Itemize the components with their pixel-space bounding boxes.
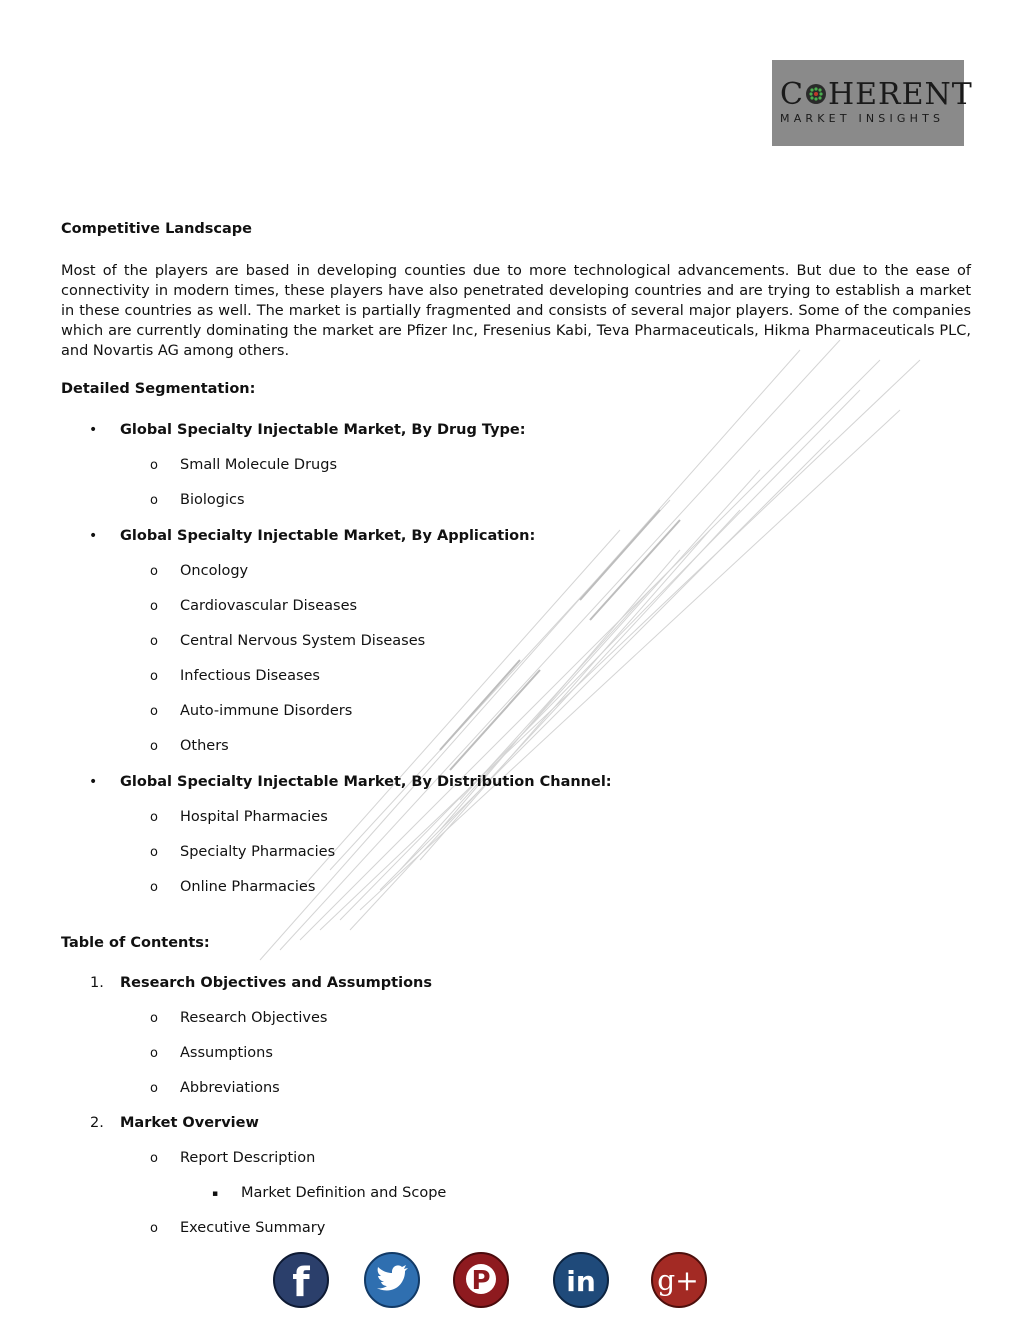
circle-marker: o — [150, 810, 158, 825]
segment-title: Global Specialty Injectable Market, By Application: — [120, 528, 536, 544]
segment-title: Global Specialty Injectable Market, By Distribution Channel: — [120, 774, 612, 790]
google-plus-icon[interactable] — [651, 1252, 707, 1308]
bullet-marker: • — [89, 774, 98, 790]
toc-number: 1. — [90, 975, 104, 991]
circle-marker: o — [150, 1081, 158, 1096]
circle-marker: o — [150, 493, 158, 508]
toc-item: Assumptions — [180, 1045, 273, 1061]
facebook-icon[interactable] — [273, 1252, 329, 1308]
competitive-heading: Competitive Landscape — [61, 221, 253, 237]
circle-marker: o — [150, 1221, 158, 1236]
circle-marker: o — [150, 1046, 158, 1061]
globe-icon — [805, 83, 827, 105]
logo-letters: HERENT — [827, 77, 973, 112]
circle-marker: o — [150, 458, 158, 473]
logo-letter: C — [780, 77, 804, 112]
circle-marker: o — [150, 739, 158, 754]
segment-item: Hospital Pharmacies — [180, 809, 328, 825]
circle-marker: o — [150, 599, 158, 614]
segment-item: Infectious Diseases — [180, 668, 320, 684]
segment-item: Auto-immune Disorders — [180, 703, 353, 719]
twitter-icon[interactable] — [364, 1252, 420, 1308]
toc-item: Executive Summary — [180, 1220, 326, 1236]
linkedin-icon[interactable] — [553, 1252, 609, 1308]
segment-title: Global Specialty Injectable Market, By Drug Type: — [120, 422, 526, 438]
circle-marker: o — [150, 564, 158, 579]
toc-section-title: Research Objectives and Assumptions — [120, 975, 432, 991]
segment-item: Oncology — [180, 563, 249, 579]
toc-item: Report Description — [180, 1150, 316, 1166]
bullet-marker: • — [89, 528, 98, 544]
circle-marker: o — [150, 669, 158, 684]
competitive-paragraph: Most of the players are based in developing counties due to more technological advancements. But due to the ease of connectivity in modern times, these players have also penetrated developing countries and are trying to establish a market in these countries as well. The market is partially fragmented and consists of several major players. Some of the companies which are currently dominating the market are Pfizer Inc, Fresenius Kabi, Teva Pharmaceuticals, Hikma Pharmaceuticals PLC, and Novartis AG among others. — [61, 263, 971, 359]
logo-subtitle: MARKET INSIGHTS — [780, 112, 945, 125]
bullet-marker: • — [89, 422, 98, 438]
pinterest-icon[interactable] — [453, 1252, 509, 1308]
facebook-glyph: f — [292, 1260, 310, 1306]
segment-item: Biologics — [180, 492, 245, 508]
toc-item: Research Objectives — [180, 1010, 328, 1026]
toc-section-title: Market Overview — [120, 1115, 259, 1131]
circle-marker: o — [150, 880, 158, 895]
segment-item: Small Molecule Drugs — [180, 457, 338, 473]
toc-item: Abbreviations — [180, 1080, 280, 1096]
segment-item: Central Nervous System Diseases — [180, 633, 426, 649]
circle-marker: o — [150, 1151, 158, 1166]
company-logo — [772, 60, 973, 146]
google-plus-glyph: g+ — [657, 1264, 699, 1297]
segment-item: Online Pharmacies — [180, 879, 316, 895]
toc-number: 2. — [90, 1115, 104, 1131]
square-marker: ▪ — [212, 1189, 219, 1199]
segmentation-heading: Detailed Segmentation: — [61, 381, 256, 397]
linkedin-glyph: in — [566, 1265, 596, 1298]
segment-item: Cardiovascular Diseases — [180, 598, 358, 614]
toc-subitem: Market Definition and Scope — [241, 1185, 447, 1201]
segment-item: Specialty Pharmacies — [180, 844, 336, 860]
logo-wordmark — [780, 77, 973, 112]
circle-marker: o — [150, 634, 158, 649]
circle-marker: o — [150, 1011, 158, 1026]
circle-marker: o — [150, 845, 158, 860]
circle-marker: o — [150, 704, 158, 719]
toc-heading: Table of Contents: — [61, 935, 210, 951]
pinterest-glyph: P — [471, 1266, 491, 1296]
segment-item: Others — [180, 738, 229, 754]
